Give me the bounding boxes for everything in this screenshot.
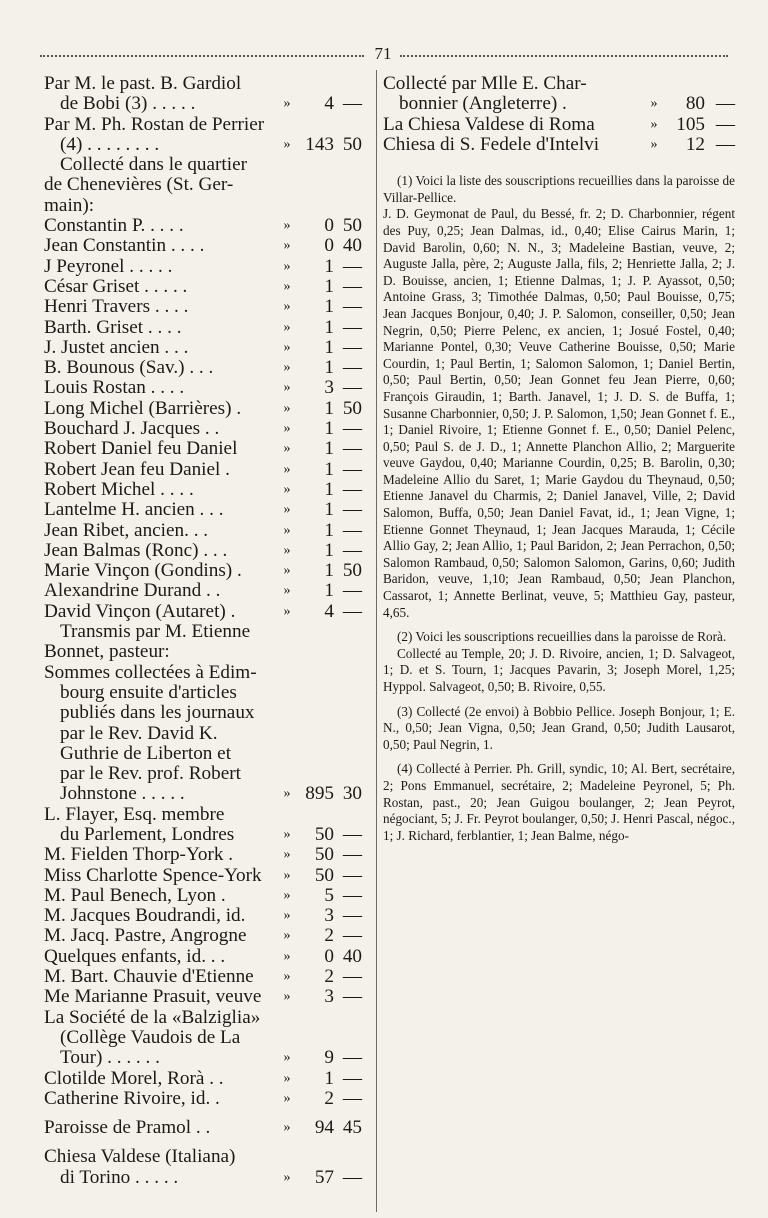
- entry-label: Chiesa di S. Fedele d'Intelvi: [383, 133, 600, 155]
- entry-quote-mark: »: [283, 563, 291, 579]
- entry-label: Transmis par M. Etienne: [60, 621, 251, 643]
- ledger-entry: [44, 1089, 362, 1109]
- entry-amount: 2: [324, 1087, 334, 1109]
- entry-quote-mark: »: [283, 421, 291, 437]
- entry-label: M. Fielden Thorp-York .: [44, 844, 234, 866]
- entry-cents: —: [342, 316, 362, 338]
- entry-quote-mark: »: [283, 1120, 291, 1136]
- ledger-entry: [44, 196, 362, 216]
- entry-quote-mark: »: [283, 319, 291, 335]
- entry-quote-mark: »: [283, 908, 291, 924]
- entry-label: Marie Vinçon (Gondins) .: [44, 560, 242, 582]
- entry-amount: 1: [324, 560, 334, 582]
- entry-cents: —: [342, 255, 362, 277]
- entry-label: Chiesa Valdese (Italiana): [44, 1146, 236, 1168]
- entry-label: César Griset . . . . .: [44, 275, 188, 297]
- ledger-entry: [44, 318, 362, 338]
- right-column: [383, 74, 735, 844]
- footnote-paragraph: Collecté au Temple, 20; J. D. Rivoire, ancien, 1; D. Salvageot, 1; D. et S. Tourn, 1; Jacques Pavarin, 3; Joseph Morel, 1,25; Hyppol. Salvageot, 0,50; B. Rivoire, 0,55.: [383, 645, 735, 694]
- entry-amount: 2: [324, 925, 334, 947]
- ledger-entry: [44, 724, 362, 744]
- entry-cents: —: [342, 905, 362, 927]
- entry-cents: —: [342, 519, 362, 541]
- ledger-entry: [44, 784, 362, 804]
- ledger-entry: [44, 703, 362, 723]
- footnote-paragraph: J. D. Geymonat de Paul, du Bessé, fr. 2; D. Charbonnier, régent des Puy, 0,25; Jean Dalmas, id., 0,40; Elise Cairus Marin, 1; David Barolin, 0,60; N. N., 3; Madeleine Bastian, veuve, 2; Auguste Jalla, père, 2; Auguste Jalla, fils, 2; Henriette Jalla, 2; J. D. Bouisse, ancien, 1; Etienne Dalmas, 1; J. P. Ayassot, 0,50; Antoine Grass, 3; Timothée Dalmas, 0,50; Paul Bouisse, 0,75; Jean Jacques Bonjour, 0,40; J. P. Salomon, conseiller, 0,50; Jean Negrin, 0,50; Pierre Pelenc, ex ancien, 1; Josué Fostel, 0,40; Marianne Pontel, 0,30; Veuve Catherine Bouisse, 0,50; Marie Courdin, 1; Paul Bertin, 1; Salomon Salomon, 1; Daniel Bertin, 0,50; Paul Bertin, 0,50; Jean Gonnet feu Jean Pierre, 0,60; François Giraudin, 1; Barth. Janavel, 1; J. D. S. de Buffa, 1; Susanne Charbonnier, 0,50; J. P. Salomon, 1,50; Jean Gonnet f. E., 1; Daniel Rivoire, 1; Etienne Gonnet f. E., 0,50; Daniel Pelenc, 0,50; Paul S. de J. D., 1; Annette Planchon Allio, 2; Marguerite veuve Gaydou, 0,40; Marianne Courdin, 0,25; B. Barolin, 0,30; Madeleine Allio du Saret, 1; Marie Gaydou du Theynaud, 0,50; Etienne Janavel du Charmis, 2; Daniel Janavel, Ville, 2; David Salomon, Buffa, 0,50; Jean Daniel Favat, id., 1; Jean Vigne, 1; Etienne Gonnet Theynaud, 1; Jean Jacques Marauda, 1; Cécile Allio Gay, 2; Jean Allio, 1; Paul Baridon, 2; Jean Perrachon, 0,50; Salomon Rambaud, 0,50; Salomon Salomon, Garins, 0,60; Judith Baridon, veuve, 1,10; Jean Rambaud, 0,50; Jean Planchon, Cassarot, 1; Annette Berlinat, veuve, 5; Matthieu Gay, pasteur, 4,65.: [383, 206, 735, 620]
- ledger-entry: [44, 967, 362, 987]
- entry-cents: —: [342, 884, 362, 906]
- entry-cents: —: [342, 296, 362, 318]
- ledger-entry: [383, 74, 735, 94]
- ledger-entry: [44, 338, 362, 358]
- ledger-entry: [44, 947, 362, 967]
- ledger-entry: [44, 581, 362, 601]
- ledger-entry: [44, 419, 362, 439]
- entry-quote-mark: »: [283, 948, 291, 964]
- entry-cents: —: [342, 580, 362, 602]
- ledger-entry: [383, 94, 735, 114]
- footnote-paragraph: (4) Collecté à Perrier. Ph. Grill, syndic, 10; Al. Bert, secrétaire, 2; Pons Emmanuel, secrétaire, 2; Madeleine Peyronel, 5; Ph. Rostan, past., 20; Jean Guigou boulanger, 2; Jean Peyrot, négociant, 5; J. Fr. Peyrot boulanger, 0,50; J. Henri Pascal, négoc., 1; J. Richard, ferblantier, 1; Jean Balme, négo-: [383, 761, 735, 843]
- entry-label: (4) . . . . . . . .: [60, 133, 160, 155]
- entry-cents: —: [715, 113, 735, 135]
- entry-quote-mark: »: [283, 380, 291, 396]
- entry-quote-mark: »: [283, 928, 291, 944]
- entry-amount: 105: [676, 113, 705, 135]
- entry-amount: 9: [324, 1047, 334, 1069]
- ledger-entry: [44, 541, 362, 561]
- entry-amount: 1: [324, 357, 334, 379]
- entry-quote-mark: »: [283, 339, 291, 355]
- ledger-entry: [44, 926, 362, 946]
- entry-cents: —: [342, 499, 362, 521]
- ledger-entry: [44, 358, 362, 378]
- entry-label: L. Flayer, Esq. membre: [44, 803, 225, 825]
- entry-amount: 1: [324, 418, 334, 440]
- entry-amount: 12: [685, 133, 705, 155]
- footnotes: [383, 173, 735, 844]
- entry-amount: 1: [324, 499, 334, 521]
- entry-label: Robert Michel . . . .: [44, 478, 194, 500]
- ledger-entry: [44, 439, 362, 459]
- footnote-paragraph: (3) Collecté (2e envoi) à Bobbio Pellice. Joseph Bonjour, 1; E. N., 0,50; Jean Vigna, 0,50; Jean Grand, 0,50; Judith Lausarot, 0,50; Paul Negrin, 1.: [383, 703, 735, 752]
- entry-label: Catherine Rivoire, id. .: [44, 1087, 220, 1109]
- ledger-entry: [44, 1168, 362, 1188]
- entry-quote-mark: »: [283, 502, 291, 518]
- entry-label: de Chenevières (St. Ger-: [44, 174, 234, 196]
- entry-label: La Chiesa Valdese di Roma: [383, 113, 595, 135]
- entry-cents: —: [342, 418, 362, 440]
- entry-label: Bouchard J. Jacques . .: [44, 418, 220, 440]
- ledger-entry: [44, 94, 362, 114]
- entry-amount: 3: [324, 377, 334, 399]
- entry-cents: —: [342, 336, 362, 358]
- entry-quote-mark: »: [283, 542, 291, 558]
- entry-label: bonnier (Angleterre) .: [399, 93, 567, 115]
- entry-quote-mark: »: [283, 969, 291, 985]
- entry-label: Me Marianne Prasuit, veuve: [44, 986, 262, 1008]
- entry-label: Collecté dans le quartier: [60, 154, 248, 176]
- entry-quote-mark: »: [283, 989, 291, 1005]
- entry-label: David Vinçon (Autaret) .: [44, 600, 236, 622]
- entry-label: du Parlement, Londres: [60, 823, 235, 845]
- entry-quote-mark: »: [283, 603, 291, 619]
- entry-cents: —: [342, 458, 362, 480]
- entry-quote-mark: »: [283, 847, 291, 863]
- page-header: [38, 44, 730, 68]
- ledger-entry: [44, 764, 362, 784]
- entry-label: Constantin P. . . . .: [44, 215, 184, 237]
- entry-amount: 1: [324, 336, 334, 358]
- ledger-entry: [44, 74, 362, 94]
- entry-label: main):: [44, 194, 95, 216]
- note-gap: [383, 696, 735, 704]
- entry-amount: 1: [324, 519, 334, 541]
- ledger-entry: [44, 399, 362, 419]
- entry-label: M. Jacq. Pastre, Angrogne: [44, 925, 247, 947]
- entry-label: Clotilde Morel, Rorà . .: [44, 1067, 224, 1089]
- entry-quote-mark: »: [283, 1169, 291, 1185]
- entry-quote-mark: »: [283, 258, 291, 274]
- ledger-entry: [44, 277, 362, 297]
- entry-label: Long Michel (Barrières) .: [44, 397, 242, 419]
- entry-label: Quelques enfants, id. . .: [44, 945, 226, 967]
- entry-quote-mark: »: [283, 218, 291, 234]
- entry-quote-mark: »: [283, 1090, 291, 1106]
- entry-amount: 2: [324, 966, 334, 988]
- entry-label: Louis Rostan . . . .: [44, 377, 185, 399]
- entry-quote-mark: »: [283, 826, 291, 842]
- ledger-entry: [44, 236, 362, 256]
- entry-amount: 57: [314, 1166, 334, 1188]
- entry-quote-mark: »: [283, 461, 291, 477]
- entry-amount: 1: [324, 539, 334, 561]
- ledger-entry: [44, 805, 362, 825]
- entry-amount: 1: [324, 275, 334, 297]
- entry-quote-mark: »: [283, 299, 291, 315]
- entry-cents: 40: [342, 235, 362, 257]
- column-divider: [376, 70, 377, 1212]
- ledger-entry: [44, 825, 362, 845]
- ledger-entry: [383, 135, 735, 155]
- entry-cents: —: [715, 93, 735, 115]
- ledger-entry: [44, 135, 362, 155]
- entry-amount: 5: [324, 884, 334, 906]
- ledger-entry: [44, 460, 362, 480]
- ledger-entry: [383, 115, 735, 135]
- ledger-entry: [44, 1069, 362, 1089]
- entry-cents: —: [342, 377, 362, 399]
- entry-quote-mark: »: [283, 481, 291, 497]
- entry-quote-mark: »: [283, 1070, 291, 1086]
- entry-label: Par M. le past. B. Gardiol: [44, 73, 242, 94]
- ledger-entry: [44, 1118, 362, 1138]
- ledger-entry: [44, 216, 362, 236]
- entry-label: Robert Jean feu Daniel .: [44, 458, 230, 480]
- entry-label: La Société de la «Balziglia»: [44, 1006, 261, 1028]
- entry-quote-mark: »: [283, 867, 291, 883]
- entry-cents: 50: [342, 560, 362, 582]
- entry-quote-mark: »: [283, 1050, 291, 1066]
- entry-quote-mark: »: [283, 786, 291, 802]
- entry-amount: 143: [305, 133, 334, 155]
- entry-label: Paroisse de Pramol . .: [44, 1117, 211, 1139]
- ledger-entry: [44, 663, 362, 683]
- entry-cents: —: [342, 925, 362, 947]
- ledger-entry: [44, 886, 362, 906]
- entry-cents: 50: [342, 133, 362, 155]
- entry-label: de Bobi (3) . . . . .: [60, 93, 196, 115]
- entry-amount: 1: [324, 458, 334, 480]
- entry-label: Bonnet, pasteur:: [44, 641, 170, 663]
- entry-cents: —: [342, 539, 362, 561]
- entry-cents: —: [342, 1047, 362, 1069]
- entry-cents: —: [342, 357, 362, 379]
- entry-label: Johnstone . . . . .: [60, 783, 185, 805]
- entry-amount: 50: [314, 823, 334, 845]
- entry-cents: —: [342, 864, 362, 886]
- ledger-entry: [44, 866, 362, 886]
- entry-cents: —: [342, 478, 362, 500]
- entry-label: Sommes collectées à Edim-: [44, 661, 257, 683]
- entry-amount: 1: [324, 397, 334, 419]
- entry-label: Jean Balmas (Ronc) . . .: [44, 539, 228, 561]
- entry-quote-mark: »: [650, 96, 658, 112]
- entry-label: J Peyronel . . . . .: [44, 255, 173, 277]
- ledger-entry: [44, 744, 362, 764]
- right-entries: [383, 74, 735, 155]
- entry-label: J. Justet ancien . . .: [44, 336, 189, 358]
- entry-quote-mark: »: [283, 136, 291, 152]
- entry-label: Barth. Griset . . . .: [44, 316, 182, 338]
- entry-label: di Torino . . . . .: [60, 1166, 179, 1188]
- ledger-entry: [44, 175, 362, 195]
- ledger-entry: [44, 521, 362, 541]
- ledger-entry: [44, 257, 362, 277]
- entry-amount: 3: [324, 986, 334, 1008]
- entry-cents: 45: [342, 1117, 362, 1139]
- ledger-entry: [44, 622, 362, 642]
- entry-cents: —: [342, 275, 362, 297]
- ledger-entry: [44, 155, 362, 175]
- ledger-entry: [44, 480, 362, 500]
- ledger-entry: [44, 1147, 362, 1167]
- page-number: 71: [374, 44, 392, 63]
- entry-quote-mark: »: [283, 441, 291, 457]
- left-column: [44, 74, 362, 1188]
- entry-label: Lantelme H. ancien . . .: [44, 499, 224, 521]
- entry-amount: 50: [314, 864, 334, 886]
- entry-cents: 50: [342, 215, 362, 237]
- entry-cents: —: [342, 823, 362, 845]
- entry-quote-mark: »: [283, 522, 291, 538]
- ledger-entry: [44, 1048, 362, 1068]
- entry-amount: 1: [324, 255, 334, 277]
- entry-label: M. Bart. Chauvie d'Etienne: [44, 966, 254, 988]
- entry-cents: —: [342, 1067, 362, 1089]
- entry-label: B. Bounous (Sav.) . . .: [44, 357, 214, 379]
- entry-cents: 50: [342, 397, 362, 419]
- entry-quote-mark: »: [650, 116, 658, 132]
- footnote-paragraph: (1) Voici la liste des souscriptions recueillies dans la paroisse de Villar-Pellice.: [383, 173, 735, 205]
- entry-label: par le Rev. prof. Robert: [60, 763, 241, 785]
- entry-label: M. Paul Benech, Lyon .: [44, 884, 226, 906]
- ledger-entry: [44, 115, 362, 135]
- entry-quote-mark: »: [650, 136, 658, 152]
- ledger-entry: [44, 906, 362, 926]
- entry-label: Miss Charlotte Spence-York: [44, 864, 262, 886]
- entry-label: par le Rev. David K.: [60, 722, 218, 744]
- entry-label: (Collège Vaudois de La: [60, 1026, 241, 1048]
- entry-quote-mark: »: [283, 238, 291, 254]
- entry-amount: 1: [324, 296, 334, 318]
- ledger-entry: [44, 642, 362, 662]
- ledger-entry: [44, 378, 362, 398]
- entry-amount: 3: [324, 905, 334, 927]
- entry-amount: 1: [324, 580, 334, 602]
- entry-label: Par M. Ph. Rostan de Perrier: [44, 113, 265, 135]
- entry-quote-mark: »: [283, 400, 291, 416]
- entry-label: Alexandrine Durand . .: [44, 580, 221, 602]
- entry-cents: —: [342, 438, 362, 460]
- footnote-paragraph: (2) Voici les souscriptions recueillies dans la paroisse de Rorà.: [397, 629, 727, 645]
- entry-cents: —: [715, 133, 735, 155]
- entry-label: publiés dans les journaux: [60, 702, 255, 724]
- entry-cents: —: [342, 93, 362, 115]
- ledger-entry: [44, 987, 362, 1007]
- entry-cents: —: [342, 986, 362, 1008]
- ledger-entry: [44, 297, 362, 317]
- entry-amount: 1: [324, 1067, 334, 1089]
- entry-cents: —: [342, 1087, 362, 1109]
- entry-cents: —: [342, 966, 362, 988]
- ledger-entry: [44, 1028, 362, 1048]
- entry-cents: —: [342, 1166, 362, 1188]
- entry-label: Jean Constantin . . . .: [44, 235, 205, 257]
- entry-label: Guthrie de Liberton et: [60, 742, 232, 764]
- entry-amount: 4: [324, 93, 334, 115]
- entry-amount: 0: [324, 235, 334, 257]
- ledger-entry: [44, 845, 362, 865]
- note-gap: [383, 753, 735, 761]
- ledger-entry: [44, 602, 362, 622]
- entry-amount: 895: [305, 783, 334, 805]
- entry-cents: 40: [342, 945, 362, 967]
- entry-quote-mark: »: [283, 360, 291, 376]
- entry-quote-mark: »: [283, 96, 291, 112]
- header-rule-right: [400, 55, 728, 57]
- entry-amount: 80: [685, 93, 705, 115]
- entry-label: Tour) . . . . . .: [60, 1047, 160, 1069]
- entry-label: bourg ensuite d'articles: [60, 681, 237, 703]
- ledger-entry: [44, 683, 362, 703]
- entry-amount: 50: [314, 844, 334, 866]
- entry-label: Collecté par Mlle E. Char-: [383, 73, 587, 94]
- entry-quote-mark: »: [283, 583, 291, 599]
- ledger-entry: [44, 561, 362, 581]
- entry-cents: 30: [342, 783, 362, 805]
- entry-amount: 1: [324, 316, 334, 338]
- entry-amount: 4: [324, 600, 334, 622]
- entry-amount: 0: [324, 215, 334, 237]
- ledger-entry: [44, 500, 362, 520]
- entry-amount: 1: [324, 478, 334, 500]
- entry-label: Robert Daniel feu Daniel: [44, 438, 238, 460]
- ledger-entry: [44, 1008, 362, 1028]
- entry-label: Henri Travers . . . .: [44, 296, 189, 318]
- entry-quote-mark: »: [283, 887, 291, 903]
- entry-cents: —: [342, 600, 362, 622]
- entry-label: M. Jacques Boudrandi, id.: [44, 905, 246, 927]
- entry-amount: 0: [324, 945, 334, 967]
- entry-cents: —: [342, 844, 362, 866]
- header-rule-left: [40, 55, 364, 57]
- entry-amount: 1: [324, 438, 334, 460]
- note-gap: [383, 621, 735, 629]
- entry-quote-mark: »: [283, 278, 291, 294]
- entry-amount: 94: [314, 1117, 334, 1139]
- entry-label: Jean Ribet, ancien. . .: [44, 519, 209, 541]
